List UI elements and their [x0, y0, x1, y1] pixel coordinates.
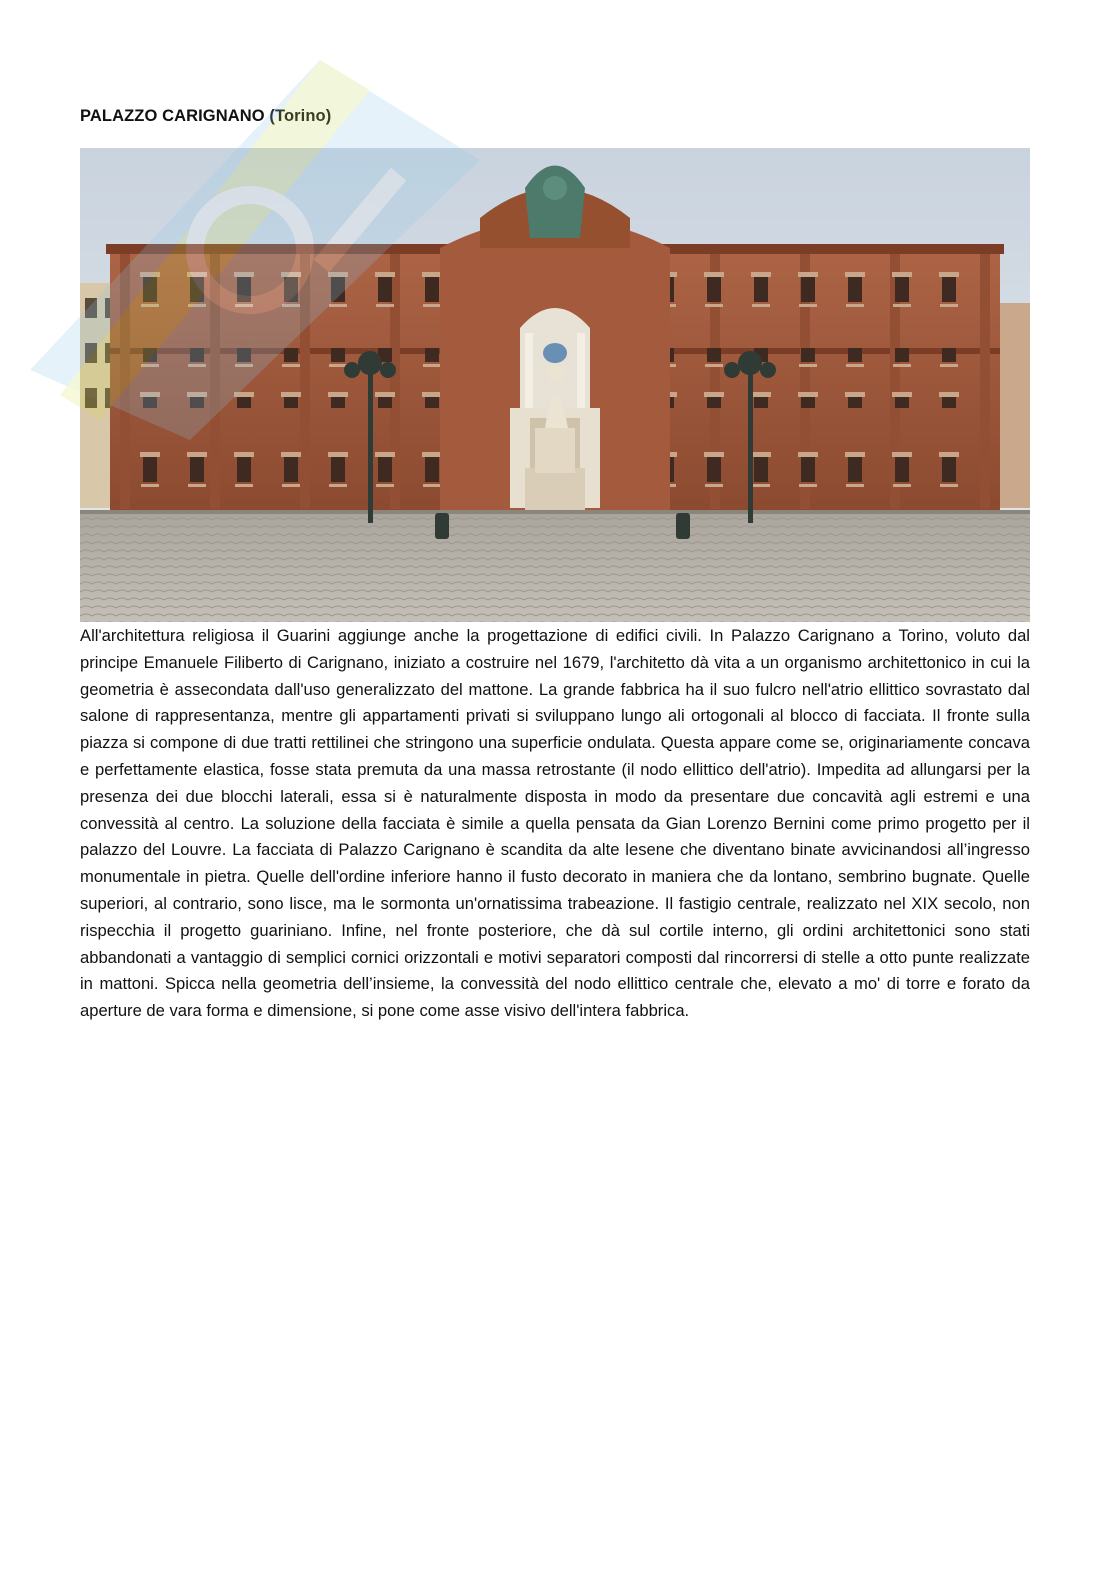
- page-title: PALAZZO CARIGNANO (Torino): [80, 107, 332, 125]
- body-paragraph: All'architettura religiosa il Guarini aggiunge anche la progettazione di edifici civili. In Palazzo Carignano a Torino, voluto dal principe Emanuele Filiberto di Carignano, iniziato a costruire nel 1679, l'architetto dà vita a un organismo architettonico in cui la geometria è assecondata dall'uso generalizzato del mattone. La grande fabbrica ha il suo fulcro nell'atrio ellittico sovrastato dal salone di rappresentanza, mentre gli appartamenti privati si sviluppano lungo ali ortogonali al blocco di facciata. Il fronte sulla piazza si compone di due tratti rettilinei che stringono una superficie ondulata. Questa appare come se, originariamente concava e perfettamente elastica, fosse stata premuta da una massa retrostante (il nodo ellittico dell'atrio). Impedita ad allungarsi per la presenza dei due blocchi laterali, essa si è naturalmente disposta in modo da presentare due concavità agli estremi e una convessità al centro. La soluzione della facciata è simile a quella pensata da Gian Lorenzo Bernini come primo progetto per il palazzo del Louvre. La facciata di Palazzo Carignano è scandita da alte lesene che diventano binate avvicinandosi all’ingresso monumentale in pietra. Quelle dell'ordine inferiore hanno il fusto decorato in maniera che da lontano, sembrino bugnate. Quelle superiori, al contrario, sono lisce, ma le sormonta un'ornatissima trabeazione. Il fastigio centrale, realizzato nel XIX secolo, non rispecchia il progetto guariniano. Infine, nel fronte posteriore, che dà sul cortile interno, gli ordini architettonici sono stati abbandonati a vantaggio di semplici cornici orizzontali e motivi separatori composti dal rincorrersi di stelle a otto punte realizzate in mattoni. Spicca nella geometria dell’insieme, la convessità del nodo ellittico centrale che, elevato a mo' di torre e forato da aperture de vara forma e dimensione, si pone come asse visivo dell'intera fabbrica.: [80, 626, 1030, 1021]
- palazzo-carignano-facade-photo: [80, 148, 1030, 622]
